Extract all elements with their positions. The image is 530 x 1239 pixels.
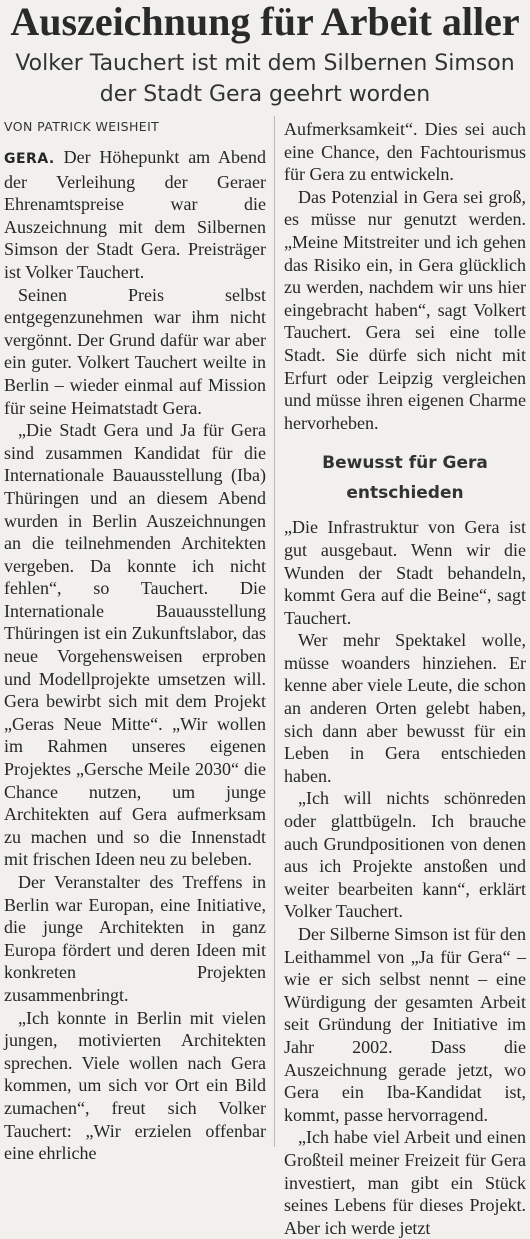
body-paragraph: „Die Infrastruktur von Gera ist gut ausgebaut. Wenn wir die Wunden der Stadt behandeln, kommt Gera auf die Beine“, sagt Tauchert.	[284, 517, 526, 628]
body-paragraph: Aufmerksamkeit“. Dies sei auch eine Chance, den Fachtourismus für Gera zu entwickeln.	[284, 119, 526, 185]
body-paragraph: „Ich will nichts schönreden oder glattbügeln. Ich brauche auch Grundpositionen von denen aus ich Projekte anstoßen und weiter bearbeiten kann“, erklärt Volker Tauchert.	[284, 788, 526, 922]
subheading-line: Bewusst für Gera	[322, 453, 488, 474]
body-paragraph: Wer mehr Spektakel wolle, müsse woanders hinziehen. Er kenne aber viele Leute, die schon an anderen Orten gelebt haben, sich dann aber bewusst für ein Leben in Gera entschieden haben.	[284, 630, 526, 786]
body-paragraph: Der Silberne Simson ist für den Leithammel von „Ja für Gera“ – wie er sich selbst nennt – eine Würdigung der gesamten Arbeit seit Gründung der Initiative im Jahr 2002. Dass die Auszeichnung gerade jetzt, wo Gera ein Iba-Kandidat ist, kommt, passe hervorragend.	[284, 924, 526, 1125]
subheadline-line: Volker Tauchert ist mit dem Silbernen Simson	[15, 51, 515, 76]
subheading-line: entschieden	[346, 483, 464, 504]
column-divider	[274, 116, 275, 1147]
subheadline-line: der Stadt Gera geehrt worden	[99, 82, 431, 107]
body-paragraph: Seinen Preis selbst entgegenzunehmen war ihm nicht vergönnt. Der Grund dafür war aber ein guter. Volkert Tauchert weilte in Berlin – wieder einmal auf Mission für seine Heimatstadt Gera.	[4, 284, 266, 418]
article-subheadline	[0, 48, 530, 110]
lead-paragraph	[4, 146, 266, 284]
body-paragraph: „Ich konnte in Berlin mit vielen jungen, motivierten Architekten sprechen. Viele wollen nach Gera kommen, um sich vor Ort ein Bild zumachen“, freut sich Volker Tauchert: „Wir erzielen offenbar eine ehrliche	[4, 1007, 266, 1164]
section-subheading	[284, 448, 526, 508]
lead-text: Der Höhepunkt am Abend der Verleihung der Geraer Ehrenamtspreise war die Auszeichnung mit dem Silbernen Simson der Stadt Gera. Preisträger ist Volker Tauchert.	[4, 147, 266, 282]
body-paragraph: „Die Stadt Gera und Ja für Gera sind zusammen Kandidat für die Internationale Bauausstellung (Iba) Thüringen und an diesem Abend wurden in Berlin Auszeichnungen an die teilnehmenden Architekten vergeben. Da konnte ich nicht fehlen“, so Tauchert. Die Internationale Bauausstellung Thüringen ist ein Zukunftslabor, das neue Vorgehensweisen erproben und Modellprojekte umsetzen will. Gera bewirbt sich mit dem Projekt „Geras Neue Mitte“. „Wir wollen im Rahmen unseres eigenen Projektes „Gersche Meile 2030“ die Chance nutzen, um junge Architekten auf Gera aufmerksam zu machen und so die Innenstadt mit frischen Ideen neu zu beleben.	[4, 420, 266, 870]
article-column-left	[4, 116, 266, 1165]
body-paragraph: „Ich habe viel Arbeit und einen Großteil meiner Freizeit für Gera investiert, man gibt ein Stück seines Lebens für dieses Projekt. Aber ich werde jetzt	[284, 1127, 526, 1238]
article-column-right	[284, 118, 526, 1239]
dateline: GERA.	[4, 151, 55, 167]
article-headline: Auszeichnung für Arbeit aller	[10, 0, 520, 44]
body-paragraph: Das Potenzial in Gera sei groß, es müsse nur genutzt werden. „Meine Mitstreiter und ich gehen das Risiko ein, in Gera glücklich zu werden, nachdem wir uns hier eingebracht haben“, sagt Volkert Tauchert. Gera sei eine tolle Stadt. Sie dürfe sich nicht mit Erfurt oder Leipzig vergleichen und müsse ihren eigenen Charme hervorheben.	[284, 186, 526, 433]
body-paragraph: Der Veranstalter des Treffens in Berlin war Europan, eine Initiative, die junge Architekten in ganz Europa fördert und deren Ideen mit konkreten Projekten zusammenbringt.	[4, 872, 266, 1005]
article-byline: VON PATRICK WEISHEIT	[4, 119, 160, 134]
